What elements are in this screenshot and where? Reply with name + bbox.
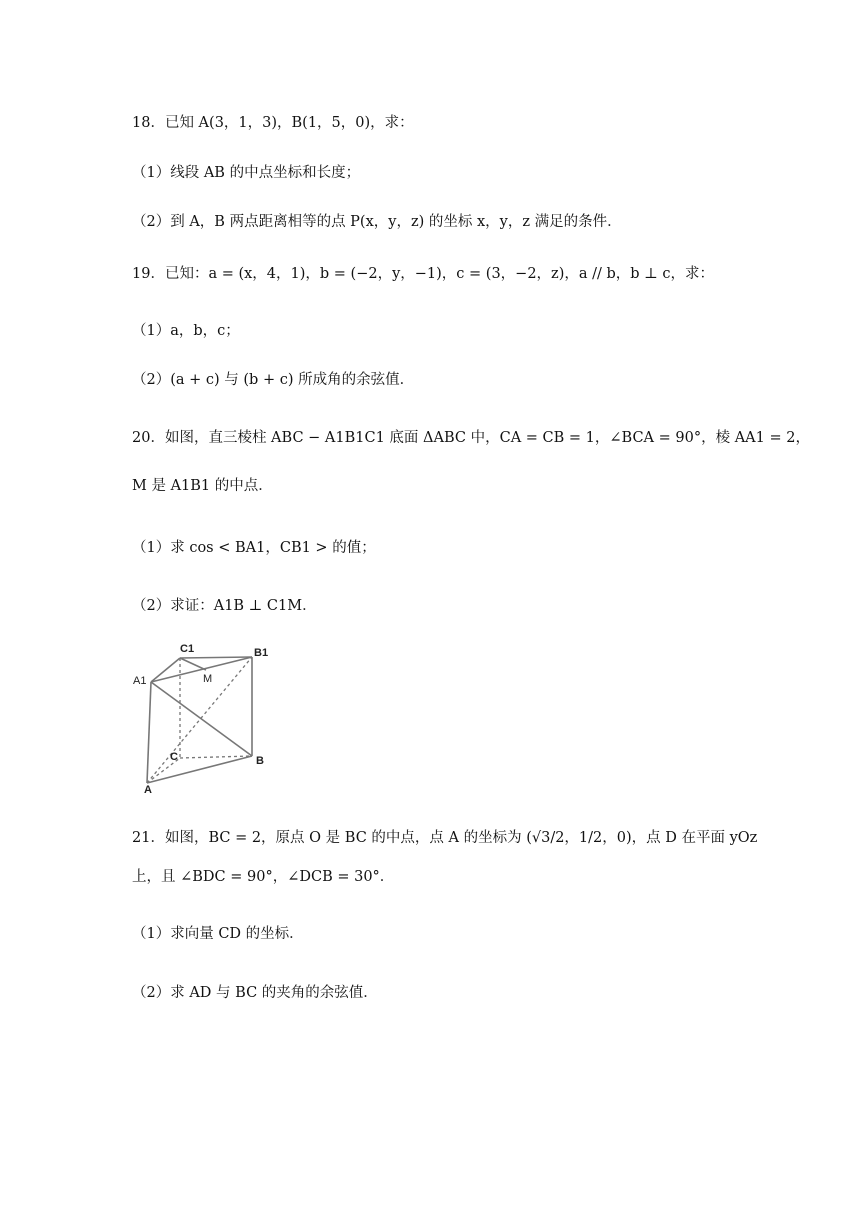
q20-part2: （2）求证：A1B ⊥ C1M． [132, 598, 317, 614]
edge-aa1 [147, 682, 151, 783]
segment-c1m [180, 658, 206, 670]
edge-ab [147, 756, 252, 783]
label-a: A [144, 784, 152, 796]
label-c: C [170, 751, 178, 763]
label-a1: A1 [133, 675, 147, 687]
q20-stem: 20．如图，直三棱柱 ABC − A1B1C1 底面 ΔABC 中，CA = CB = 1，∠BCA = 90°，棱 AA1 = 2， [132, 430, 810, 446]
q21-stem: 21．如图，BC = 2，原点 O 是 BC 的中点，点 A 的坐标为 (√3/2，1/2，0)，点 D 在平面 yOz [132, 830, 758, 846]
q19-part2: （2）(a + c) 与 (b + c) 所成角的余弦值． [132, 372, 415, 388]
edge-c1b1 [180, 657, 252, 658]
q21-stem-cont: 上，且 ∠BDC = 90°，∠DCB = 30°． [132, 869, 395, 885]
prism-figure [128, 638, 278, 798]
q18-part1: （1）线段 AB 的中点坐标和长度； [132, 165, 361, 181]
q21-part1: （1）求向量 CD 的坐标． [132, 926, 304, 942]
q18-part2: （2）到 A，B 两点距离相等的点 P(x，y，z) 的坐标 x，y，z 满足的条件． [132, 214, 622, 230]
q19-stem: 19．已知：a = (x，4，1)，b = (−2，y，−1)，c = (3，−2，z)，a // b，b ⊥ c，求： [132, 266, 715, 282]
label-m: M [203, 673, 213, 685]
edge-cb-hidden [180, 756, 252, 758]
label-c1: C1 [180, 643, 195, 655]
label-b1: B1 [254, 647, 269, 659]
q21-part2: （2）求 AD 与 BC 的夹角的余弦值． [132, 985, 378, 1001]
segment-a1b [151, 682, 252, 756]
segment-ab1-hidden [147, 657, 252, 783]
q18-stem: 18．已知 A(3，1，3)，B(1，5，0)，求： [132, 115, 414, 131]
q20-part1: （1）求 cos < BA1，CB1 > 的值； [132, 540, 376, 556]
q20-stem-cont: M 是 A1B1 的中点． [132, 478, 273, 494]
q19-part1: （1）a，b，c； [132, 323, 240, 339]
label-b: B [256, 755, 264, 767]
